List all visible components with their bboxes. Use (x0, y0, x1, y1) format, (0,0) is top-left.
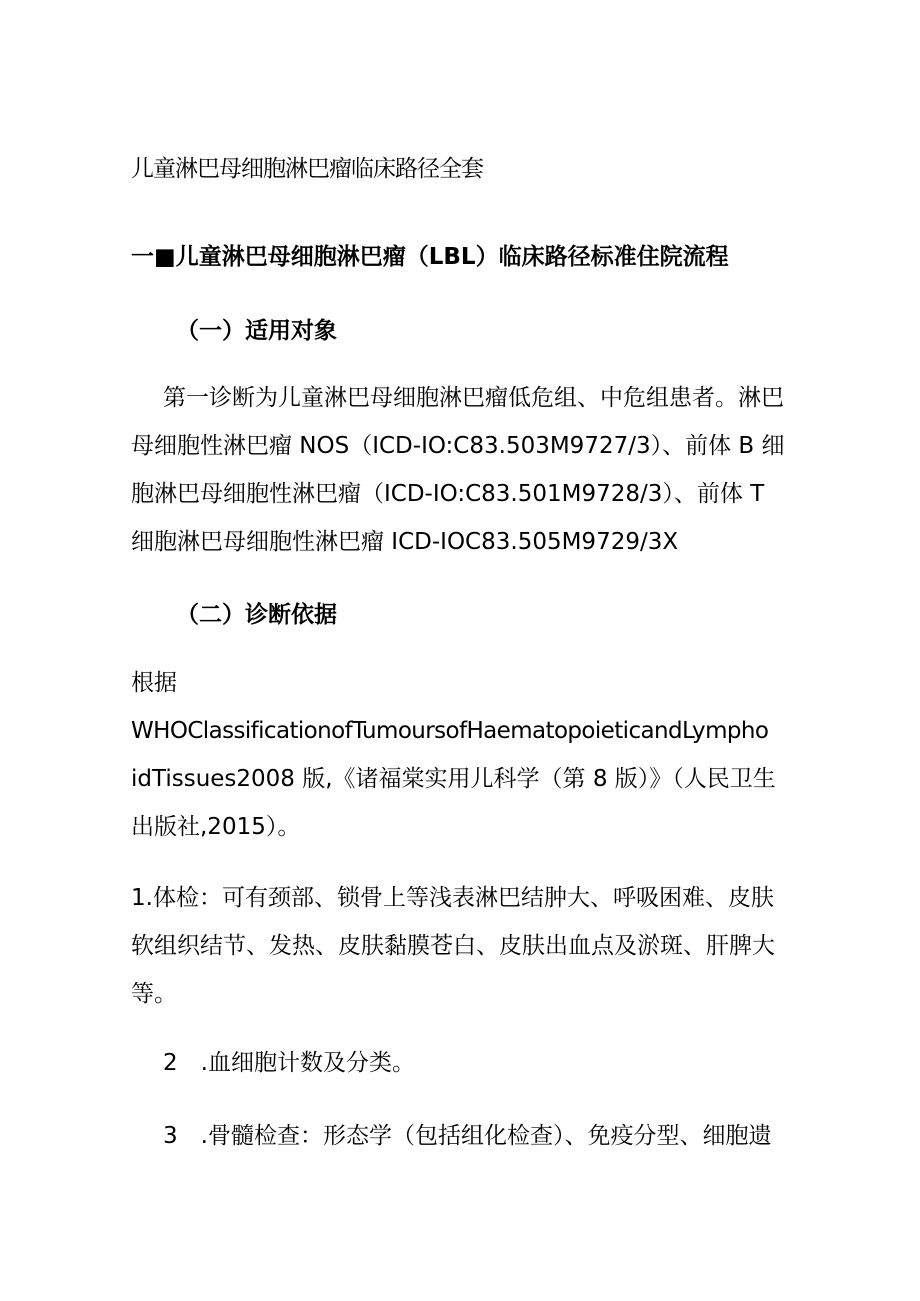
list-item-line: 等。 (131, 981, 177, 1007)
subsection-heading-applicable-objects: （一）适用对象 (176, 318, 337, 344)
paragraph-line: WHOClassificationofTumoursofHaematopoieticandLympho (131, 718, 769, 744)
paragraph-line: 母细胞性淋巴瘤 NOS（ICD-IO:C83.503M9727/3）、前体 B 细 (131, 433, 785, 459)
paragraph-line: 出版社,2015）。 (131, 814, 301, 840)
document-title: 儿童淋巴母细胞淋巴瘤临床路径全套 (131, 156, 483, 182)
paragraph-line: 胞淋巴母细胞性淋巴瘤（ICD-IO:C83.501M9728/3）、前体 T (131, 481, 765, 507)
section-heading-1: 一■儿童淋巴母细胞淋巴瘤（LBL）临床路径标准住院流程 (131, 244, 729, 270)
paragraph-line: 第一诊断为儿童淋巴母细胞淋巴瘤低危组、中危组患者。淋巴 (163, 385, 784, 411)
list-item-line: 软组织结节、发热、皮肤黏膜苍白、皮肤出血点及淤斑、肝脾大 (131, 933, 775, 959)
list-item-2: 2 .血细胞计数及分类。 (163, 1050, 415, 1076)
list-item-3: 3 .骨髓检查：形态学（包括组化检查）、免疫分型、细胞遗 (163, 1123, 772, 1149)
paragraph-line: idTissues2008 版,《诸福棠实用儿科学（第 8 版）》（人民卫生 (131, 766, 776, 792)
subsection-heading-diagnosis-basis: （二）诊断依据 (176, 602, 337, 628)
paragraph-line: 细胞淋巴母细胞性淋巴瘤 ICD-IOC83.505M9729∕3X (131, 529, 679, 555)
paragraph-line: 根据 (131, 670, 177, 696)
list-item-line: 1.体检：可有颈部、锁骨上等浅表淋巴结肿大、呼吸困难、皮肤 (131, 885, 774, 911)
